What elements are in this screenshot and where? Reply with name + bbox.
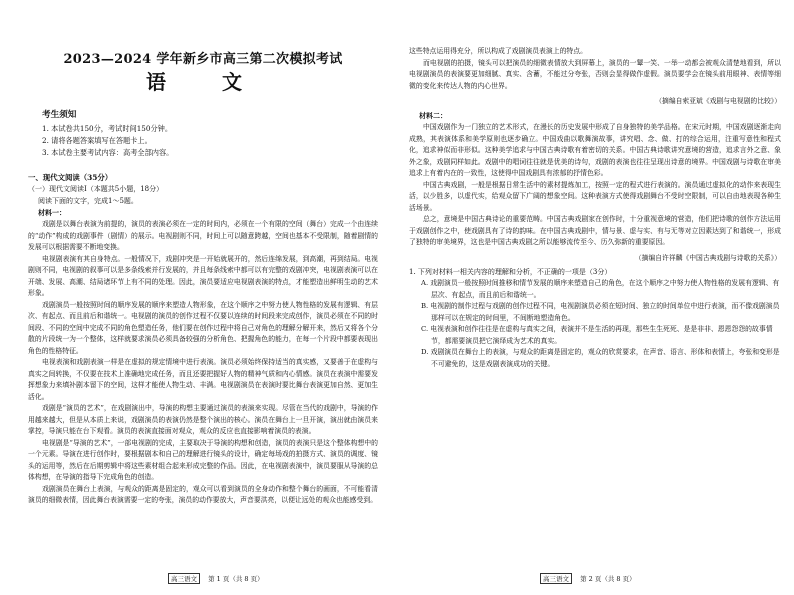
question-option: D. 戏剧演员在舞台上的表演，与观众的距离是固定的，观众的欣赏要求，在声音、语言、形体和表情上，夸张和变形是不可避免的，这是戏剧表演成功的关键。 [421,348,780,368]
page-footer [168,573,264,584]
paragraph: 戏剧演员在舞台上表演，与观众的距离是固定的，观众可以看到演员的全身动作和整个舞台的画面，不可能看清演员的细微表情，因此舞台表演需要一定的夸张，演员的动作要放大，声音要洪亮，以便让远处的观众也能感受到。 [28,484,378,504]
left-content [28,172,378,507]
footer-page-number: 第 1 页（共 8 页） [208,575,264,583]
notice-title: 考生须知 [42,110,77,120]
page-footer [540,573,636,584]
exam-title: 2023—2024 学年新乡市高三第二次模拟考试 [63,52,343,67]
section-instruction: 阅读下面的文字，完成1～5题。 [38,196,138,205]
paragraph: 中国戏剧作为一门独立的艺术形式，在漫长的历史发展中形成了自身独特的美学品格。在宋元时期，中国戏剧逐渐走向成熟，其表演体系和美学原则也逐步确立。中国戏曲以歌舞演故事，讲究唱、念、做、打的综合运用，注重写意性和程式化，追求神似而非形似。这种美学追求与中国古典诗歌有着密切的关系。中国古典诗歌讲究意境的营造，追求言外之意、象外之象，戏剧同样如此。戏剧中的唱词往往就是优美的诗句，戏剧的表演也往往呈现出诗意的境界。中国戏剧与诗歌在审美追求上有着内在的一致性，这使得中国戏剧具有浓郁的抒情色彩。 [409,123,781,177]
material-label: 材料一： [38,208,66,217]
footer-subject-box: 高三语文 [540,573,572,584]
right-page [397,0,794,595]
subject-title: 语 文 [146,70,260,94]
source-citation: （摘编自索亚斌《戏剧与电视剧的比较》） [655,97,781,105]
notice-item: 3. 本试卷主要考试内容：高考全部内容。 [42,148,174,157]
question-option: B. 电视剧的制作过程与戏剧的创作过程不同，电视剧演员必须在短时间、独立的时间单位中进行表演，而不像戏剧演员那样可以在规定的时间里，不间断地塑造角色。 [421,302,780,322]
footer-subject-box: 高三语文 [168,573,200,584]
notice-item: 2. 请将各题答案填写在答题卡上。 [42,136,152,145]
question-option: A. 戏剧演员一般按照时间推移和情节发展的顺序来塑造自己的角色，在这个顺序之中努力使人物性格的发展有逻辑、有层次、有起点，而且前后和谐统一。 [421,279,780,299]
footer-page-number: 第 2 页（共 8 页） [580,575,636,583]
paragraph: 而电视剧的拍摄，镜头可以把演员的细微表情放大到屏幕上，演员的一颦一笑、一举一动都会被观众清楚地看到，所以电视剧演员的表演要更加细腻、真实、含蓄，不能过分夸张，否则会显得做作虚假。演员要学会在镜头前用眼神、表情等细微的变化来传达人物的内心世界。 [409,58,781,90]
paragraph: 戏剧是“演员的艺术”，在戏剧演出中，导演的构想主要通过演员的表演来实现。尽管在当代的戏剧中，导演的作用越来越大，但是从本质上来说，戏剧演员的表演仍然是整个演出的核心。演员在舞台上一旦开演，演出就由演员来掌控，导演只能在台下观看。演员的表演直接面对观众，观众的反应也直接影响着演员的表演。 [28,404,378,435]
paragraph: 中国古典戏剧，一般是根据日常生活中的素材提炼加工，按照一定的程式进行表演的。演员通过虚拟化的动作来表现生活，以少胜多，以虚代实，给观众留下广阔的想象空间。这种表演方式使得戏剧舞台不受时空限制，可以自由地表现各种生活场景。 [409,180,781,212]
notice-block [42,108,372,159]
paragraph: 电视剧表演有其自身特点。一般情况下，戏剧冲突是一开始就展开的，然后连绵发展，到高潮，再到结局。电视剧则不同，电视剧的叙事可以是多条线索并行发展的，并且每条线索中都可以有完整的戏剧冲突，电视剧表演可以在开端、发展、高潮、结局诸环节上有不同的处理。因此，演员要适应电视剧表演的特点，才能塑造出鲜明生动的艺术形象。 [28,254,378,297]
source-citation: （摘编自许祥麟《中国古典戏剧与诗歌的关系》） [634,253,781,262]
right-content [409,46,781,370]
material-label: 材料二： [419,111,447,120]
section-subheading: （一）现代文阅读Ⅰ（本题共5小题，18分） [28,185,164,193]
section-heading: 一、现代文阅读（35分） [28,173,113,182]
question-option: C. 电视表演和创作往往是在虚构与真实之间，表演并不是生活的再现，那些生生死死、是是非非、恩恩怨怨的故事情节，都需要演员把它演绎成为艺术的真实。 [421,325,773,345]
paragraph: 电视表演和戏剧表演一样是在虚拟的规定情境中进行表演。演员必须始终保持适当的真实感，又要善于在虚构与真实之间转换，不仅要在技术上准确地完成任务，而且还要把握好人物的精神气质和内心情感。演员在表演中需要发挥想象力来填补剧本留下的空间，这样才能使人物生动、丰满。电视剧演员在表演时要比舞台表演更加自然、更加生活化。 [28,358,378,401]
paragraph: 这些特点运用得充分，所以构成了戏剧演员表演上的特点。 [409,47,587,55]
question-stem: 1. 下列对材料一相关内容的理解和分析，不正确的一项是（3分） [409,267,612,276]
paragraph: 戏剧是以舞台表演为前提的，演员的表演必须在一定的时间内，必须在一个有限的空间（舞台）完成一个由连续的“动作”构成的戏剧事件（剧情）的展示。电视剧则不同，时间上可以随意跨越，空间也基本不受限制，随着剧情的发展可以根据需要不断地变换。 [28,220,378,251]
paragraph: 戏剧演员一般按照时间的顺序发展的顺序来塑造人物形象，在这个顺序之中努力使人物性格的发展有逻辑、有层次、有起点、而且前后和谐统一。电视剧的演员的创作过程不仅要以连续的时间段来完成创作，演员必须在不同的时间段、不同的空间中完成不同的角色塑造任务，他们要在创作过程中将自己对角色的理解分解开来，然后又将各个分散的片段统一为一个整体，这样就要求演员必须具备较强的分析角色、把握角色的能力，在每一个片段中都要表现出角色的性格特征。 [28,300,378,355]
notice-item: 1. 本试卷共150分，考试时间150分钟。 [42,124,173,133]
paragraph: 总之，意境是中国古典诗论的重要范畴。中国古典戏剧家在创作时，十分重视意境的营造，他们把诗歌的创作方法运用于戏剧创作之中，使戏剧具有了诗的韵味。在中国古典戏剧中，情与景、虚与实、有与无等对立因素达到了和谐统一，形成了独特的审美境界，这也是中国古典戏剧之所以能够流传至今、历久弥新的重要原因。 [409,215,781,246]
paragraph: 电视剧是“导演的艺术”，一部电视剧的完成，主要取决于导演的构想和创造，演员的表演只是这个整体构想中的一个元素。导演在进行创作时，要根据剧本和自己的理解进行镜头的设计，确定每场戏的拍摄方式、演员的调度、镜头的运用等，然后在后期剪辑中将这些素材组合起来形成完整的作品。因此，在电视剧表演中，演员要服从导演的总体构想，在导演的指导下完成角色的创造。 [28,438,378,481]
